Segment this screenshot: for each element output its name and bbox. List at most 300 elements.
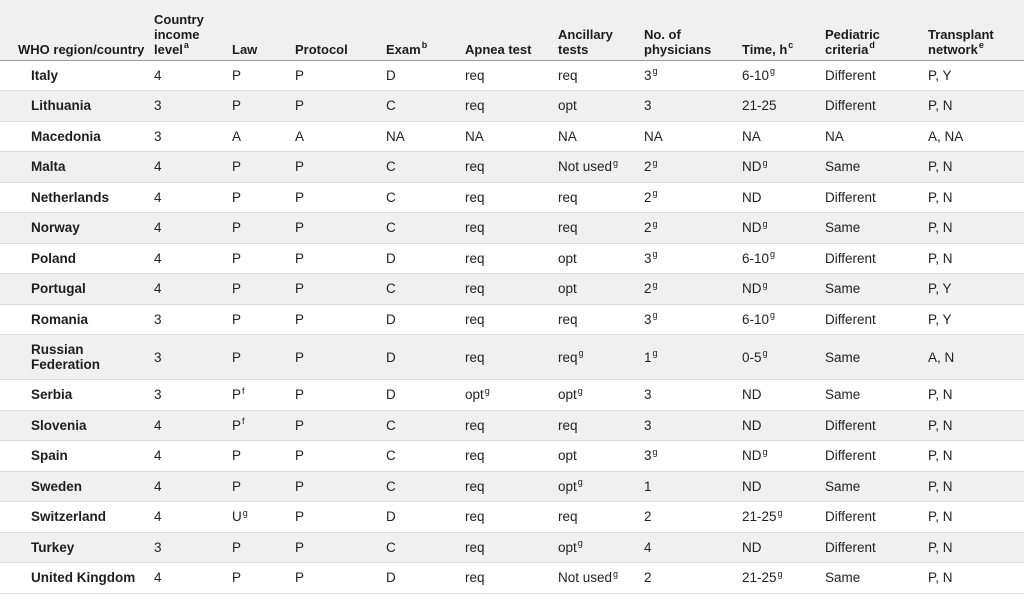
table-cell xyxy=(825,380,928,411)
cell-value: opt xyxy=(558,250,577,266)
table-cell xyxy=(558,471,644,502)
table-cell xyxy=(825,471,928,502)
table-cell xyxy=(295,380,386,411)
cell-value: 2 xyxy=(644,159,652,175)
table-cell xyxy=(154,152,232,183)
table-row xyxy=(0,60,1024,91)
table-cell xyxy=(295,152,386,183)
footnote-marker: c xyxy=(788,40,794,51)
table-cell xyxy=(742,91,825,122)
table-cell xyxy=(386,410,465,441)
table-cell xyxy=(154,441,232,472)
table-cell xyxy=(386,335,465,380)
cell-value: P, N xyxy=(928,417,953,433)
cell-value: req xyxy=(558,220,578,236)
table-cell xyxy=(558,213,644,244)
table-row xyxy=(0,182,1024,213)
table-cell xyxy=(558,410,644,441)
table-cell xyxy=(232,304,295,335)
cell-value: P xyxy=(295,220,305,236)
cell-value: 3 xyxy=(154,539,162,555)
country-name: Netherlands xyxy=(31,189,110,205)
table-cell xyxy=(386,274,465,305)
table-cell xyxy=(465,532,558,563)
table-cell xyxy=(465,243,558,274)
cell-value: P xyxy=(295,159,305,175)
footnote-marker: g xyxy=(777,568,783,579)
cell-value: 3 xyxy=(644,387,652,403)
cell-value: opt xyxy=(558,478,577,494)
country-name: Lithuania xyxy=(31,98,91,114)
cell-value: P xyxy=(295,539,305,555)
country-cell xyxy=(0,213,154,244)
cell-value: C xyxy=(386,159,396,175)
table-cell xyxy=(295,304,386,335)
country-name: Norway xyxy=(31,220,80,236)
country-name: Romania xyxy=(31,311,89,327)
cell-value: P xyxy=(232,349,242,365)
column-header xyxy=(232,0,295,60)
table-cell xyxy=(558,91,644,122)
cell-value: P, N xyxy=(928,159,953,175)
table-cell xyxy=(928,60,1024,91)
table-cell xyxy=(825,152,928,183)
cell-value: 3 xyxy=(644,67,652,83)
table-cell xyxy=(295,182,386,213)
table-cell xyxy=(465,563,558,594)
cell-value: P, N xyxy=(928,570,953,586)
table-cell xyxy=(644,502,742,533)
table-cell xyxy=(558,274,644,305)
table-cell xyxy=(558,182,644,213)
cell-value: ND xyxy=(742,220,762,236)
table-cell xyxy=(928,471,1024,502)
cell-value: C xyxy=(386,417,396,433)
table-cell xyxy=(742,182,825,213)
footnote-marker: g xyxy=(777,507,783,518)
table-row xyxy=(0,243,1024,274)
country-name: Russian Federation xyxy=(31,342,101,372)
table-cell xyxy=(558,60,644,91)
country-cell xyxy=(0,91,154,122)
cell-value: P xyxy=(232,281,242,297)
table-cell xyxy=(742,563,825,594)
cell-value: U xyxy=(232,509,242,525)
table-cell xyxy=(154,410,232,441)
footnote-marker: g xyxy=(613,157,619,168)
footnote-marker: g xyxy=(652,157,658,168)
table-cell xyxy=(742,380,825,411)
cell-value: A, NA xyxy=(928,128,964,144)
table-row xyxy=(0,410,1024,441)
cell-value: 21-25 xyxy=(742,570,777,586)
table-cell xyxy=(928,532,1024,563)
table-cell xyxy=(232,502,295,533)
cell-value: req xyxy=(465,570,485,586)
cell-value: P xyxy=(232,250,242,266)
table-cell xyxy=(742,532,825,563)
column-header xyxy=(558,0,644,60)
cell-value: 3 xyxy=(154,311,162,327)
column-header xyxy=(825,0,928,60)
header-row xyxy=(0,0,1024,60)
table-cell xyxy=(928,304,1024,335)
cell-value: NA xyxy=(825,128,844,144)
table-cell xyxy=(742,274,825,305)
cell-value: P xyxy=(232,539,242,555)
table-cell xyxy=(465,304,558,335)
footnote-marker: g xyxy=(652,249,658,260)
table-cell xyxy=(825,502,928,533)
cell-value: D xyxy=(386,570,396,586)
table-cell xyxy=(644,441,742,472)
cell-value: P, N xyxy=(928,539,953,555)
cell-value: P, Y xyxy=(928,281,952,297)
cell-value: P xyxy=(295,509,305,525)
cell-value: Same xyxy=(825,478,861,494)
footnote-marker: g xyxy=(762,446,768,457)
table-cell xyxy=(465,60,558,91)
table-cell xyxy=(928,152,1024,183)
table-cell xyxy=(465,502,558,533)
table-cell xyxy=(295,471,386,502)
table-cell xyxy=(928,441,1024,472)
country-name: Poland xyxy=(31,250,77,266)
country-cell xyxy=(0,441,154,472)
cell-value: P, N xyxy=(928,387,953,403)
cell-value: 4 xyxy=(154,478,162,494)
table-cell xyxy=(644,243,742,274)
table-cell xyxy=(232,243,295,274)
cell-value: D xyxy=(386,509,396,525)
column-header xyxy=(386,0,465,60)
cell-value: P xyxy=(232,478,242,494)
table-cell xyxy=(386,91,465,122)
cell-value: NA xyxy=(644,128,663,144)
table-cell xyxy=(558,152,644,183)
footnote-marker: g xyxy=(577,477,583,488)
cell-value: 4 xyxy=(154,281,162,297)
table-cell xyxy=(232,121,295,152)
table-cell xyxy=(558,243,644,274)
cell-value: 2 xyxy=(644,570,652,586)
cell-value: NA xyxy=(558,128,577,144)
country-cell xyxy=(0,182,154,213)
cell-value: opt xyxy=(558,539,577,555)
table-cell xyxy=(465,91,558,122)
cell-value: 3 xyxy=(154,349,162,365)
table-cell xyxy=(825,441,928,472)
table-cell xyxy=(295,502,386,533)
table-cell xyxy=(644,563,742,594)
column-header-label: Ancillary tests xyxy=(558,26,613,57)
cell-value: ND xyxy=(742,189,762,205)
country-cell xyxy=(0,471,154,502)
cell-value: req xyxy=(465,250,485,266)
table-cell xyxy=(465,441,558,472)
table-cell xyxy=(154,91,232,122)
cell-value: req xyxy=(558,311,578,327)
country-cell xyxy=(0,502,154,533)
cell-value: ND xyxy=(742,478,762,494)
cell-value: P, N xyxy=(928,478,953,494)
footnote-marker: d xyxy=(869,40,875,51)
country-cell xyxy=(0,274,154,305)
table-row xyxy=(0,502,1024,533)
cell-value: P xyxy=(295,570,305,586)
table-cell xyxy=(928,182,1024,213)
cell-value: 4 xyxy=(154,189,162,205)
column-header xyxy=(928,0,1024,60)
cell-value: P xyxy=(295,478,305,494)
table-cell xyxy=(644,182,742,213)
table-cell xyxy=(742,213,825,244)
table-cell xyxy=(154,60,232,91)
cell-value: Different xyxy=(825,509,876,525)
table-cell xyxy=(154,213,232,244)
table-row xyxy=(0,213,1024,244)
cell-value: P xyxy=(232,311,242,327)
country-name: Spain xyxy=(31,448,68,464)
table-cell xyxy=(154,182,232,213)
cell-value: Same xyxy=(825,387,861,403)
cell-value: Different xyxy=(825,417,876,433)
table-cell xyxy=(825,335,928,380)
footnote-marker: g xyxy=(652,446,658,457)
cell-value: req xyxy=(465,220,485,236)
table-cell xyxy=(742,304,825,335)
country-cell xyxy=(0,60,154,91)
cell-value: Not used xyxy=(558,570,613,586)
table-row xyxy=(0,274,1024,305)
column-header-label: Law xyxy=(232,41,258,57)
table-cell xyxy=(825,304,928,335)
table-cell xyxy=(295,274,386,305)
cell-value: req xyxy=(465,311,485,327)
table-cell xyxy=(928,243,1024,274)
footnote-marker: g xyxy=(613,568,619,579)
table-cell xyxy=(558,502,644,533)
table-cell xyxy=(558,335,644,380)
footnote-marker: g xyxy=(242,507,248,518)
cell-value: P xyxy=(232,67,242,83)
table-cell xyxy=(154,243,232,274)
cell-value: P xyxy=(232,570,242,586)
cell-value: 3 xyxy=(644,417,652,433)
table-cell xyxy=(742,441,825,472)
table-row xyxy=(0,121,1024,152)
footnote-marker: g xyxy=(762,157,768,168)
cell-value: P xyxy=(295,67,305,83)
table-cell xyxy=(644,304,742,335)
column-header-label: WHO region/country xyxy=(18,41,145,57)
cell-value: ND xyxy=(742,281,762,297)
table-cell xyxy=(386,563,465,594)
cell-value: 3 xyxy=(644,98,652,114)
cell-value: P, Y xyxy=(928,67,952,83)
footnote-marker: g xyxy=(577,385,583,396)
cell-value: P, N xyxy=(928,509,953,525)
cell-value: D xyxy=(386,67,396,83)
table-cell xyxy=(742,471,825,502)
cell-value: Different xyxy=(825,189,876,205)
cell-value: 4 xyxy=(644,539,652,555)
table-cell xyxy=(295,335,386,380)
table-cell xyxy=(825,60,928,91)
cell-value: req xyxy=(558,67,578,83)
footnote-marker: g xyxy=(652,188,658,199)
cell-value: 4 xyxy=(154,570,162,586)
table-cell xyxy=(232,410,295,441)
cell-value: opt xyxy=(558,387,577,403)
cell-value: 4 xyxy=(154,509,162,525)
table-cell xyxy=(825,213,928,244)
table-row xyxy=(0,91,1024,122)
cell-value: C xyxy=(386,189,396,205)
cell-value: D xyxy=(386,250,396,266)
cell-value: P xyxy=(232,220,242,236)
footnote-marker: g xyxy=(652,218,658,229)
table-cell xyxy=(295,532,386,563)
table-cell xyxy=(154,304,232,335)
table-cell xyxy=(825,563,928,594)
table-cell xyxy=(558,441,644,472)
table-cell xyxy=(386,441,465,472)
column-header xyxy=(154,0,232,60)
table-cell xyxy=(644,335,742,380)
column-header-label: Exam xyxy=(386,41,421,57)
table-cell xyxy=(644,532,742,563)
cell-value: req xyxy=(465,539,485,555)
cell-value: req xyxy=(558,349,578,365)
country-cell xyxy=(0,121,154,152)
cell-value: 3 xyxy=(154,98,162,114)
cell-value: P xyxy=(295,98,305,114)
cell-value: Different xyxy=(825,67,876,83)
table-row xyxy=(0,563,1024,594)
table-cell xyxy=(465,380,558,411)
table-cell xyxy=(644,121,742,152)
cell-value: 21-25 xyxy=(742,98,777,114)
country-cell xyxy=(0,304,154,335)
cell-value: 1 xyxy=(644,478,652,494)
table-cell xyxy=(742,335,825,380)
table-cell xyxy=(295,410,386,441)
cell-value: 6-10 xyxy=(742,67,770,83)
cell-value: req xyxy=(465,281,485,297)
table-cell xyxy=(386,502,465,533)
table-cell xyxy=(644,410,742,441)
cell-value: req xyxy=(558,189,578,205)
cell-value: 4 xyxy=(154,448,162,464)
table-cell xyxy=(465,152,558,183)
table-cell xyxy=(465,410,558,441)
cell-value: C xyxy=(386,478,396,494)
cell-value: C xyxy=(386,220,396,236)
table-row xyxy=(0,441,1024,472)
cell-value: P xyxy=(295,387,305,403)
table-header xyxy=(0,0,1024,60)
cell-value: opt xyxy=(465,387,484,403)
column-header xyxy=(644,0,742,60)
table-cell xyxy=(232,441,295,472)
country-name: Sweden xyxy=(31,478,83,494)
cell-value: 3 xyxy=(644,448,652,464)
table-cell xyxy=(386,60,465,91)
column-header xyxy=(295,0,386,60)
column-header-label: Apnea test xyxy=(465,41,532,57)
column-header-label: Country income level xyxy=(154,11,204,57)
table-cell xyxy=(154,380,232,411)
cell-value: 0-5 xyxy=(742,349,762,365)
table-row xyxy=(0,380,1024,411)
table-body xyxy=(0,60,1024,593)
table-cell xyxy=(742,410,825,441)
country-name: Turkey xyxy=(31,539,75,555)
country-cell xyxy=(0,532,154,563)
table-cell xyxy=(386,471,465,502)
cell-value: 21-25 xyxy=(742,509,777,525)
cell-value: Different xyxy=(825,448,876,464)
country-name: Portugal xyxy=(31,281,86,297)
table-cell xyxy=(295,243,386,274)
cell-value: opt xyxy=(558,98,577,114)
footnote-marker: g xyxy=(652,348,658,358)
table-cell xyxy=(295,60,386,91)
table-cell xyxy=(386,243,465,274)
cell-value: P xyxy=(295,281,305,297)
country-cell xyxy=(0,152,154,183)
cell-value: 2 xyxy=(644,220,652,236)
table-cell xyxy=(295,213,386,244)
table-cell xyxy=(232,152,295,183)
table-cell xyxy=(928,502,1024,533)
cell-value: P, N xyxy=(928,189,953,205)
table-row xyxy=(0,152,1024,183)
country-name: Serbia xyxy=(31,387,73,403)
table-cell xyxy=(825,274,928,305)
cell-value: P xyxy=(295,448,305,464)
country-name: Malta xyxy=(31,159,66,175)
cell-value: 1 xyxy=(644,349,652,365)
footnote-marker: g xyxy=(578,348,584,358)
table-cell xyxy=(465,274,558,305)
footnote-marker: f xyxy=(242,416,245,427)
footnote-marker: g xyxy=(652,310,658,321)
cell-value: P xyxy=(295,311,305,327)
cell-value: P, Y xyxy=(928,311,952,327)
table-cell xyxy=(644,274,742,305)
table-cell xyxy=(386,121,465,152)
table-cell xyxy=(295,121,386,152)
country-cell xyxy=(0,563,154,594)
cell-value: Different xyxy=(825,250,876,266)
column-header xyxy=(0,0,154,60)
cell-value: ND xyxy=(742,417,762,433)
country-cell xyxy=(0,410,154,441)
cell-value: req xyxy=(465,189,485,205)
table-cell xyxy=(465,213,558,244)
table-cell xyxy=(232,335,295,380)
country-name: Macedonia xyxy=(31,128,101,144)
cell-value: 4 xyxy=(154,220,162,236)
cell-value: 3 xyxy=(154,128,162,144)
cell-value: 2 xyxy=(644,509,652,525)
cell-value: req xyxy=(465,349,485,365)
footnote-marker: f xyxy=(242,385,245,396)
table-cell xyxy=(232,380,295,411)
cell-value: Same xyxy=(825,220,861,236)
